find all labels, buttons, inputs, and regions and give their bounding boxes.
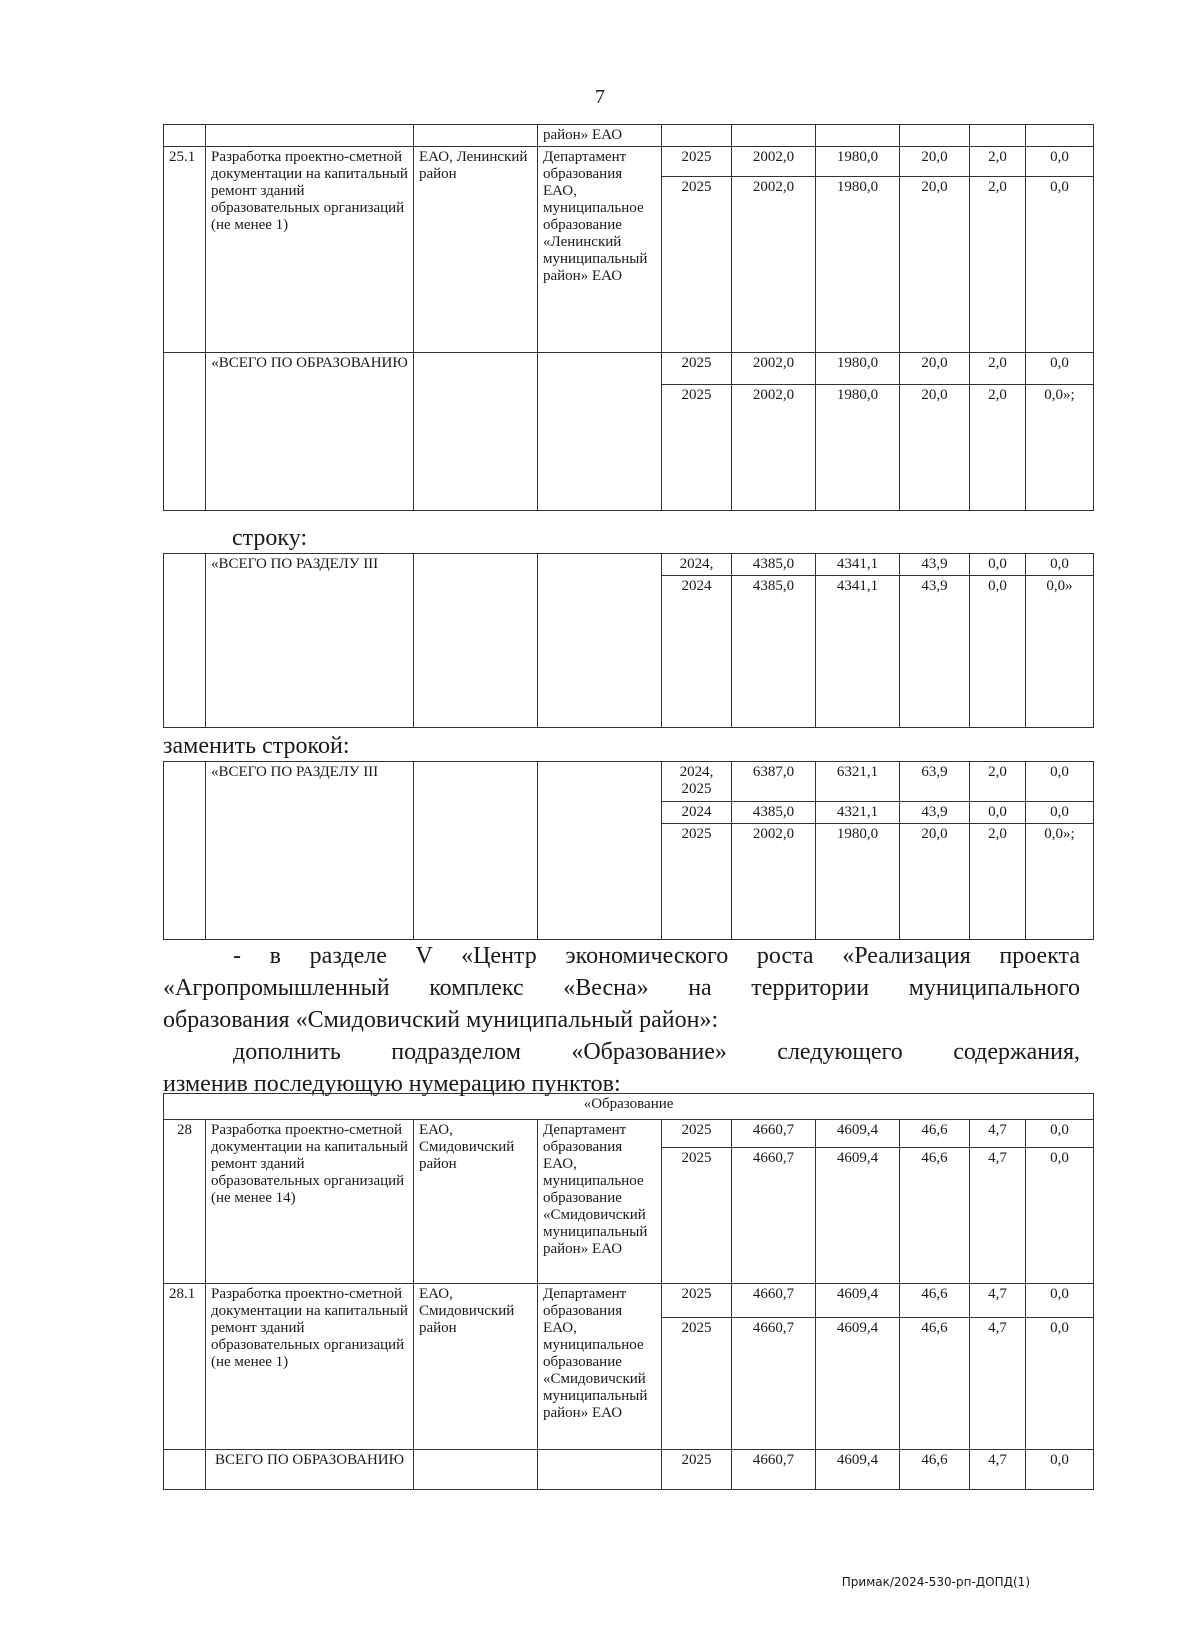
table-education-smidovich xyxy=(163,1093,1094,1490)
value-cell: 46,6 xyxy=(900,1148,970,1284)
value-cell: 2,0 xyxy=(970,147,1026,177)
value-cell: 1980,0 xyxy=(816,147,900,177)
year-cell: 2024, 2025 xyxy=(662,762,732,802)
table-row xyxy=(164,147,1094,177)
value-cell: 2,0 xyxy=(970,353,1026,385)
year-cell: 2025 xyxy=(662,385,732,511)
value-cell: 0,0 xyxy=(1026,1148,1094,1284)
year-cell: 2025 xyxy=(662,147,732,177)
value-cell: 0,0 xyxy=(1026,353,1094,385)
value-cell: 2,0 xyxy=(970,177,1026,353)
value-cell: 0,0»; xyxy=(1026,385,1094,511)
item-place: ЕАО, Смидовичский район xyxy=(414,1284,538,1450)
value-cell: 1980,0 xyxy=(816,824,900,940)
value-cell: 0,0 xyxy=(1026,177,1094,353)
value-cell: 6387,0 xyxy=(732,762,816,802)
value-cell: 20,0 xyxy=(900,177,970,353)
value-cell: 0,0 xyxy=(1026,1120,1094,1148)
text-line: изменив последующую нумерацию пунктов: xyxy=(163,1071,621,1097)
year-cell: 2024 xyxy=(662,802,732,824)
value-cell: 2002,0 xyxy=(732,177,816,353)
total-label: «ВСЕГО ПО РАЗДЕЛУ III xyxy=(206,554,414,728)
paragraph-add-subsection xyxy=(163,1036,1080,1100)
year-cell: 2025 xyxy=(662,824,732,940)
text-line: дополнить подразделом «Образование» следующего содержания, xyxy=(233,1039,1080,1065)
value-cell: 0,0 xyxy=(1026,1318,1094,1450)
value-cell: 46,6 xyxy=(900,1318,970,1450)
value-cell: 46,6 xyxy=(900,1284,970,1318)
value-cell: 0,0 xyxy=(1026,147,1094,177)
page-number: 7 xyxy=(595,86,605,108)
value-cell: 20,0 xyxy=(900,353,970,385)
value-cell: 0,0» xyxy=(1026,576,1094,728)
value-cell: 4609,4 xyxy=(816,1318,900,1450)
year-cell: 2025 xyxy=(662,1284,732,1318)
value-cell: 2002,0 xyxy=(732,147,816,177)
table-education-leninsky xyxy=(163,124,1094,511)
item-place: ЕАО, Ленинский район xyxy=(414,147,538,353)
value-cell: 4385,0 xyxy=(732,554,816,576)
value-cell: 20,0 xyxy=(900,385,970,511)
row-number: 28 xyxy=(164,1120,206,1284)
item-name: Разработка проектно-сметной документации на капитальный ремонт зданий образовательных организаций (не менее 1) xyxy=(206,147,414,353)
value-cell: 4385,0 xyxy=(732,576,816,728)
value-cell: 0,0 xyxy=(1026,1450,1094,1490)
value-cell: 46,6 xyxy=(900,1450,970,1490)
value-cell: 2,0 xyxy=(970,762,1026,802)
total-label: «ВСЕГО ПО РАЗДЕЛУ III xyxy=(206,762,414,940)
value-cell: 4609,4 xyxy=(816,1120,900,1148)
value-cell: 4341,1 xyxy=(816,554,900,576)
table-row xyxy=(164,762,1094,802)
value-cell: 6321,1 xyxy=(816,762,900,802)
text-line: «Агропромышленный комплекс «Весна» на территории муниципального xyxy=(163,975,1080,1001)
table-row xyxy=(164,353,1094,385)
value-cell: 4660,7 xyxy=(732,1148,816,1284)
value-cell: 20,0 xyxy=(900,147,970,177)
table-row xyxy=(164,1284,1094,1318)
value-cell: 4,7 xyxy=(970,1148,1026,1284)
year-cell: 2024, xyxy=(662,554,732,576)
value-cell: 4,7 xyxy=(970,1284,1026,1318)
year-cell: 2025 xyxy=(662,1120,732,1148)
value-cell: 4660,7 xyxy=(732,1284,816,1318)
table-row xyxy=(164,1120,1094,1148)
value-cell: 4321,1 xyxy=(816,802,900,824)
item-responsible: Департамент образования ЕАО, муниципальное образование «Смидовичский муниципальный район» ЕАО xyxy=(538,1284,662,1450)
total-label: ВСЕГО ПО ОБРАЗОВАНИЮ xyxy=(206,1450,414,1490)
value-cell: 46,6 xyxy=(900,1120,970,1148)
value-cell: 2,0 xyxy=(970,385,1026,511)
value-cell: 4609,4 xyxy=(816,1284,900,1318)
value-cell: 2002,0 xyxy=(732,353,816,385)
value-cell: 0,0 xyxy=(970,576,1026,728)
text-line: образования «Смидовичский муниципальный район»: xyxy=(163,1007,719,1033)
label-stroku: строку: xyxy=(232,525,308,551)
document-footer: Примак/2024-530-рп-ДОПД(1) xyxy=(841,1575,1030,1589)
value-cell: 4609,4 xyxy=(816,1148,900,1284)
year-cell: 2025 xyxy=(662,353,732,385)
value-cell: 4,7 xyxy=(970,1120,1026,1148)
value-cell: 4385,0 xyxy=(732,802,816,824)
value-cell: 0,0»; xyxy=(1026,824,1094,940)
value-cell: 0,0 xyxy=(1026,802,1094,824)
item-place: ЕАО, Смидовичский район xyxy=(414,1120,538,1284)
item-responsible: Департамент образования ЕАО, муниципальное образование «Смидовичский муниципальный район» ЕАО xyxy=(538,1120,662,1284)
value-cell: 4660,7 xyxy=(732,1318,816,1450)
total-label: «ВСЕГО ПО ОБРАЗОВАНИЮ xyxy=(206,353,414,511)
value-cell: 20,0 xyxy=(900,824,970,940)
paragraph-section-v xyxy=(163,940,1080,1036)
value-cell: 4660,7 xyxy=(732,1120,816,1148)
value-cell: 2002,0 xyxy=(732,385,816,511)
item-responsible: Департамент образования ЕАО, муниципальное образование «Ленинский муниципальный район» ЕАО xyxy=(538,147,662,353)
value-cell: 0,0 xyxy=(1026,1284,1094,1318)
item-name: Разработка проектно-сметной документации на капитальный ремонт зданий образовательных организаций (не менее 1) xyxy=(206,1284,414,1450)
table-total-section-iii-old xyxy=(163,553,1094,728)
label-zamenit: заменить строкой: xyxy=(163,733,350,759)
year-cell: 2025 xyxy=(662,1148,732,1284)
value-cell: 43,9 xyxy=(900,576,970,728)
prev-responsible-cell: район» ЕАО xyxy=(538,125,662,147)
value-cell: 4,7 xyxy=(970,1318,1026,1450)
section-title: «Образование xyxy=(164,1094,1094,1120)
value-cell: 63,9 xyxy=(900,762,970,802)
row-number: 25.1 xyxy=(164,147,206,353)
year-cell: 2025 xyxy=(662,177,732,353)
year-cell: 2025 xyxy=(662,1450,732,1490)
value-cell: 43,9 xyxy=(900,554,970,576)
year-cell: 2024 xyxy=(662,576,732,728)
value-cell: 0,0 xyxy=(970,554,1026,576)
value-cell: 43,9 xyxy=(900,802,970,824)
value-cell: 4660,7 xyxy=(732,1450,816,1490)
value-cell: 2,0 xyxy=(970,824,1026,940)
year-cell: 2025 xyxy=(662,1318,732,1450)
item-name: Разработка проектно-сметной документации на капитальный ремонт зданий образовательных организаций (не менее 14) xyxy=(206,1120,414,1284)
value-cell: 4341,1 xyxy=(816,576,900,728)
table-total-section-iii-new xyxy=(163,761,1094,940)
table-row xyxy=(164,125,1094,147)
text-line: - в разделе V «Центр экономического роста «Реализация проекта xyxy=(233,943,1080,969)
value-cell: 4,7 xyxy=(970,1450,1026,1490)
value-cell: 1980,0 xyxy=(816,385,900,511)
value-cell: 1980,0 xyxy=(816,353,900,385)
table-row xyxy=(164,1450,1094,1490)
value-cell: 0,0 xyxy=(1026,554,1094,576)
table-row xyxy=(164,1094,1094,1120)
row-number: 28.1 xyxy=(164,1284,206,1450)
value-cell: 4609,4 xyxy=(816,1450,900,1490)
table-row xyxy=(164,554,1094,576)
value-cell: 0,0 xyxy=(1026,762,1094,802)
value-cell: 0,0 xyxy=(970,802,1026,824)
value-cell: 1980,0 xyxy=(816,177,900,353)
value-cell: 2002,0 xyxy=(732,824,816,940)
